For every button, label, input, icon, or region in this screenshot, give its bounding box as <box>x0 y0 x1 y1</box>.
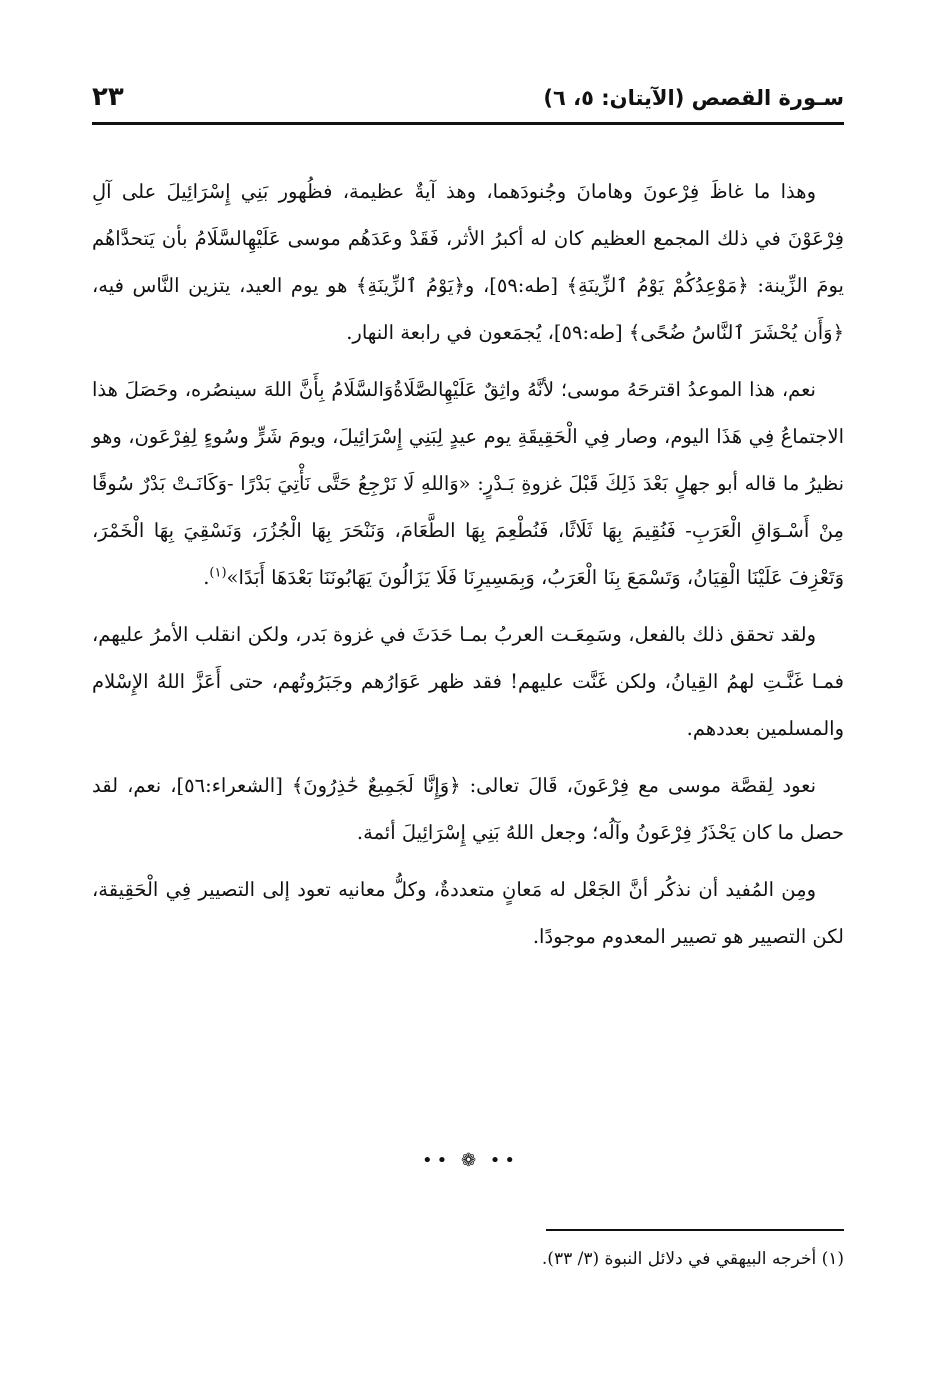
paragraph-text: [الشعراء:٥٦]، نعم، لقد حصل ما كان يَحْذَرُ فِرْعَونُ وآلُه؛ وجعل اللهُ بَنِي إِسْرَائِيلَ أئمة. <box>92 774 844 844</box>
quran-quote: ﴿يَوْمُ ٱلزِّينَةِ﴾ <box>356 274 465 297</box>
footnote-reference[interactable]: (١) <box>209 565 227 581</box>
paragraph-5 <box>92 866 844 960</box>
footnote-divider <box>546 1229 844 1231</box>
page-header <box>92 82 844 126</box>
verse-reference: [طه:٥٩]، و <box>464 274 567 297</box>
paragraph-2 <box>92 366 844 601</box>
surah-title: سـورة القصص (الآيتان: ٥، ٦) <box>543 86 844 110</box>
paragraph-1 <box>92 168 844 356</box>
quran-quote: ﴿وَأَن يُحْشَرَ ٱلنَّاسُ ضُحًى﴾ <box>628 321 844 344</box>
paragraph-3 <box>92 611 844 752</box>
section-separator-ornament: •• ❁ •• <box>422 1150 519 1171</box>
paragraph-4 <box>92 762 844 856</box>
quran-quote: ﴿مَوْعِدُكُمْ يَوْمُ ٱلزِّينَةِ﴾ <box>566 274 749 297</box>
paragraph-text: ومِن المُفيد أن نذكُر أنَّ الجَعْل له مَعانٍ متعددةٌ، وكلُّ معانيه تعود إلى التصيير فِي الْحَقِيقة، لكن التصيير هو تصيير المعدوم موجودًا. <box>92 878 844 948</box>
page-number: ٢٣ <box>92 82 124 112</box>
paragraph-text: وهذا ما غاظَ فِرْعونَ وهامانَ وجُنودَهما، وهذ آيةٌ عظيمة، فظُهور بَنِي إِسْرَائِيلَ على آلِ فِرْعَوْنَ في ذلك المجمع العظيم كان له أكبرُ الأثر، فَقَدْ وعَدَهُم موسى عَلَيْهِالسَّلَامُ بأن يَتحدَّاهُم يومَ الزِّينة: <box>92 180 844 297</box>
paragraph-text: . <box>203 566 210 589</box>
paragraph-text: ولقد تحقق ذلك بالفعل، وسَمِعَـت العربُ بمـا حَدَثَ في غزوة بَدر، ولكن انقلب الأمرُ عليهم، فمـا غَنَّـتِ لهمُ القِيانُ، ولكن غَنَّت عليهم! فقد ظهر عَوَارُهم وجَبَرُوتُهم، حتى أَعَزَّ اللهُ الإِسْلام والمسلمين بعددهم. <box>92 623 844 740</box>
header-divider <box>92 122 844 125</box>
body-text <box>92 168 844 960</box>
paragraph-text: هو يوم العيد، يتزين النَّاس فيه، <box>92 274 356 297</box>
footnote: (١) أخرجه البيهقي في دلائل النبوة (٣/ ٣٣). <box>541 1249 844 1269</box>
verse-reference: [طه:٥٩]، يُجمَعون في رابعة النهار. <box>346 321 629 344</box>
paragraph-text: نعود لِقصَّة موسى مع فِرْعَونَ، قَالَ تعالى: <box>460 774 816 797</box>
paragraph-text: نعم، هذا الموعدُ اقترحَهُ موسى؛ لأنَّهُ واثِقٌ عَلَيْهِالصَّلَاةُوَالسَّلَامُ بِأَنَّ اللهَ سينصُره، وحَصَلَ هذا الاجتماعُ فِي هَذَا اليوم، وصار فِي الْحَقِيقَةِ يوم عيدٍ لِبَنِي إِسْرَائِيلَ، ويومَ شَرٍّ وسُوءٍ لِفِرْعَون، وهو نظيرُ ما قاله أبو جهلٍ بَعْدَ ذَلِكَ قَبْلَ غزوةِ بَـدْرٍ: «وَاللهِ لَا نَرْجِعُ حَتَّى نَأْتِيَ بَدْرًا -وَكَانَـتْ بَدْرٌ سُوقًا مِنْ أَسْـوَاقِ الْعَرَبِ- فَنُقِيمَ بِهَا ثَلَاثًا، فَنُطْعِمَ بِهَا الطَّعَامَ، وَنَنْحَرَ بِهَا الْجُزُرَ، وَنَسْقِيَ بِهَا الْخَمْرَ، وَتَعْزِفَ عَلَيْنَا الْقِيَانُ، وَتَسْمَعَ بِنَا الْعَرَبُ، وَبِمَسِيرِنَا فَلَا يَزَالُونَ يَهَابُونَنَا بَعْدَهَا أَبَدًا» <box>92 378 844 589</box>
quran-quote: ﴿وَإِنَّا لَجَمِيعٌ حَٰذِرُونَ﴾ <box>291 774 461 797</box>
